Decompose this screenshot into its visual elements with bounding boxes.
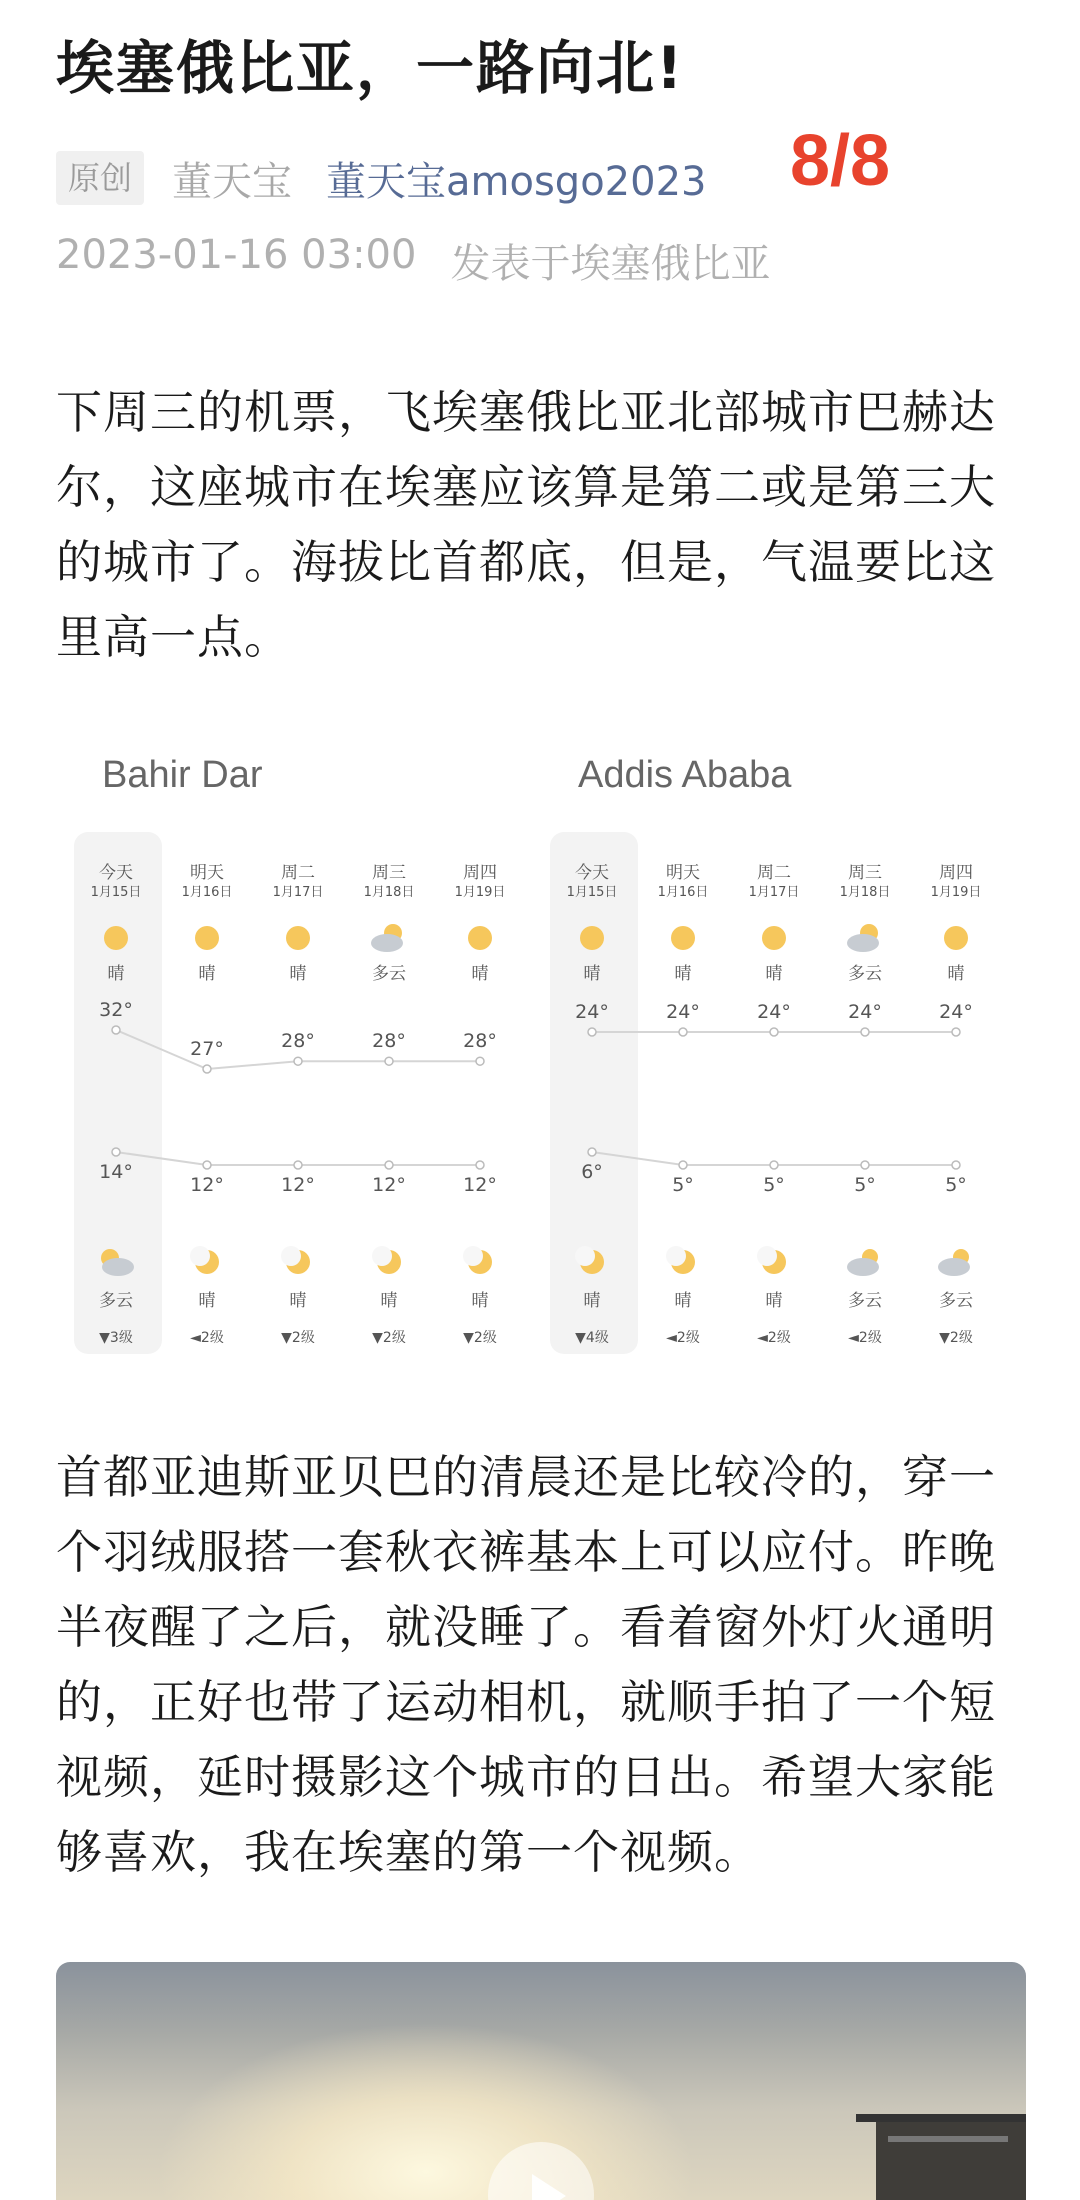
date-label: 1月18日 <box>363 885 415 900</box>
high-temp-label: 28° <box>372 1030 406 1053</box>
play-icon <box>532 2174 566 2200</box>
night-condition-label: 晴 <box>583 1291 601 1311</box>
high-temp-point <box>294 1057 302 1065</box>
day-condition-label: 多云 <box>372 964 406 984</box>
high-temp-point <box>588 1028 596 1036</box>
high-temp-label: 24° <box>666 1001 700 1023</box>
day-condition-label: 晴 <box>765 964 783 984</box>
moon-icon <box>372 1246 401 1274</box>
low-temp-label: 5° <box>854 1174 876 1196</box>
sun-disc <box>762 926 786 950</box>
high-temp-label: 28° <box>463 1030 497 1053</box>
day-condition-label: 多云 <box>848 964 882 984</box>
sun-icon <box>671 926 695 950</box>
article-title: 埃塞俄比亚，一路向北! <box>56 34 685 102</box>
weekday-label: 周三 <box>372 863 406 883</box>
wind-label: ◄2级 <box>190 1330 224 1346</box>
low-temp-point <box>476 1161 484 1169</box>
original-badge: 原创 <box>56 151 144 205</box>
weekday-label: 周三 <box>848 863 882 883</box>
date-label: 1月15日 <box>566 885 618 900</box>
page-counter: 8/8 <box>790 121 891 201</box>
cloud-body <box>102 1258 134 1276</box>
wind-label: ◄2级 <box>757 1330 791 1346</box>
low-temp-point <box>294 1161 302 1169</box>
wind-label: ◄2级 <box>848 1330 882 1346</box>
low-temp-point <box>679 1161 687 1169</box>
moon-icon <box>757 1246 786 1274</box>
sun-icon <box>286 926 310 950</box>
moon-cut <box>190 1246 210 1266</box>
author-name[interactable]: 董天宝 <box>172 158 293 205</box>
date-label: 1月16日 <box>181 885 233 900</box>
low-temp-point <box>952 1161 960 1169</box>
low-temp-label: 5° <box>672 1174 694 1196</box>
high-temp-point <box>952 1028 960 1036</box>
low-temp-label: 12° <box>463 1174 497 1196</box>
sun-disc <box>671 926 695 950</box>
low-temp-label: 5° <box>763 1174 785 1196</box>
weekday-label: 今天 <box>99 863 133 883</box>
low-temp-point <box>203 1161 211 1169</box>
night-condition-label: 晴 <box>198 1291 216 1311</box>
night-condition-label: 晴 <box>380 1291 398 1311</box>
high-temp-point <box>476 1057 484 1065</box>
date-label: 1月17日 <box>748 885 800 900</box>
weekday-label: 今天 <box>575 863 609 883</box>
night-condition-label: 晴 <box>765 1291 783 1311</box>
sun-disc <box>195 926 219 950</box>
sun-disc <box>468 926 492 950</box>
sun-icon <box>468 926 492 950</box>
low-temp-point <box>385 1161 393 1169</box>
sun-icon <box>195 926 219 950</box>
building-silhouette <box>876 2122 1026 2200</box>
wind-label: ▼4级 <box>575 1330 609 1346</box>
paragraph-2: 首都亚迪斯亚贝巴的清晨还是比较冷的，穿一个羽绒服搭一套秋衣裤基本上可以应付。昨晚半夜醒了之后，就没睡了。看着窗外灯火通明的，正好也带了运动相机，就顺手拍了一个短视频，延时摄影这个城市的日出。希望大家能够喜欢，我在埃塞的第一个视频。 <box>56 1450 996 1879</box>
moon-cut <box>463 1246 483 1266</box>
weather-forecast-chart <box>56 740 1024 1380</box>
cloud-body <box>938 1258 970 1276</box>
city-label-bahir-dar: Bahir Dar <box>102 754 263 796</box>
low-temp-point <box>770 1161 778 1169</box>
sun-disc <box>580 926 604 950</box>
night-condition-label: 多云 <box>99 1291 133 1311</box>
moon-cut <box>666 1246 686 1266</box>
night-condition-label: 多云 <box>848 1291 882 1311</box>
sun-disc <box>104 926 128 950</box>
day-condition-label: 晴 <box>471 964 489 984</box>
high-temp-point <box>203 1065 211 1073</box>
day-condition-label: 晴 <box>674 964 692 984</box>
paragraph-1: 下周三的机票，飞埃塞俄比亚北部城市巴赫达尔，这座城市在埃塞应该算是第二或是第三大的城市了。海拔比首都底，但是，气温要比这里高一点。 <box>56 385 996 664</box>
weekday-label: 周四 <box>939 863 973 883</box>
date-label: 1月19日 <box>930 885 982 900</box>
cloud-sun-icon <box>847 924 879 952</box>
moon-cut <box>281 1246 301 1266</box>
high-temp-label: 27° <box>190 1038 224 1060</box>
wind-label: ▼2级 <box>281 1330 315 1346</box>
high-temp-label: 28° <box>281 1030 315 1053</box>
low-temp-label: 6° <box>581 1161 603 1183</box>
wind-label: ▼2级 <box>939 1330 973 1346</box>
video-thumbnail[interactable] <box>56 1962 1026 2200</box>
day-condition-label: 晴 <box>583 964 601 984</box>
publish-info <box>56 232 770 289</box>
sun-disc <box>286 926 310 950</box>
high-temp-point <box>112 1026 120 1034</box>
weekday-label: 明天 <box>190 863 224 883</box>
cloud-body <box>371 934 403 952</box>
date-label: 1月19日 <box>454 885 506 900</box>
high-temp-point <box>861 1028 869 1036</box>
wind-label: ◄2级 <box>666 1330 700 1346</box>
date-label: 1月15日 <box>90 885 142 900</box>
sun-disc <box>944 926 968 950</box>
high-temp-point <box>679 1028 687 1036</box>
moon-icon <box>190 1246 219 1274</box>
low-temp-label: 12° <box>281 1174 315 1196</box>
account-link[interactable]: 董天宝amosgo2023 <box>326 158 707 205</box>
sun-icon <box>944 926 968 950</box>
weekday-label: 明天 <box>666 863 700 883</box>
weekday-label: 周四 <box>463 863 497 883</box>
night-condition-label: 晴 <box>674 1291 692 1311</box>
day-condition-label: 晴 <box>289 964 307 984</box>
high-temp-label: 24° <box>575 1001 609 1023</box>
low-temp-label: 5° <box>945 1174 967 1196</box>
sun-icon <box>762 926 786 950</box>
cloud-body <box>847 934 879 952</box>
high-temp-label: 24° <box>848 1001 882 1023</box>
weekday-label: 周二 <box>757 863 791 883</box>
sunrise-glow <box>156 2022 696 2200</box>
low-temp-label: 12° <box>190 1174 224 1196</box>
cloud-sun-icon <box>371 924 403 952</box>
low-temp-label: 14° <box>99 1161 133 1183</box>
moon-cut <box>372 1246 392 1266</box>
publish-location: 发表于埃塞俄比亚 <box>450 241 771 287</box>
high-temp-label: 24° <box>939 1001 973 1023</box>
low-temp-point <box>861 1161 869 1169</box>
moon-icon <box>666 1246 695 1274</box>
cloud-body <box>847 1258 879 1276</box>
night-condition-label: 晴 <box>289 1291 307 1311</box>
city-label-addis-ababa: Addis Ababa <box>578 754 792 796</box>
night-condition-label: 晴 <box>471 1291 489 1311</box>
today-column-highlight <box>550 832 638 1354</box>
publish-date: 2023-01-16 03:00 <box>56 232 417 278</box>
moon-icon <box>281 1246 310 1274</box>
low-temp-point <box>112 1148 120 1156</box>
date-label: 1月18日 <box>839 885 891 900</box>
weekday-label: 周二 <box>281 863 315 883</box>
article-meta <box>56 150 706 206</box>
high-temp-point <box>770 1028 778 1036</box>
high-temp-point <box>385 1057 393 1065</box>
moon-icon <box>463 1246 492 1274</box>
moon-cut <box>575 1246 595 1266</box>
night-condition-label: 多云 <box>939 1291 973 1311</box>
cloud-moon-icon <box>847 1249 879 1276</box>
wind-label: ▼2级 <box>372 1330 406 1346</box>
sun-icon <box>580 926 604 950</box>
date-label: 1月17日 <box>272 885 324 900</box>
date-label: 1月16日 <box>657 885 709 900</box>
day-condition-label: 晴 <box>947 964 965 984</box>
day-condition-label: 晴 <box>198 964 216 984</box>
sun-icon <box>104 926 128 950</box>
cloud-moon-icon <box>938 1249 970 1276</box>
moon-cut <box>757 1246 777 1266</box>
wind-label: ▼3级 <box>99 1330 133 1346</box>
wind-label: ▼2级 <box>463 1330 497 1346</box>
weather-comparison-image <box>56 740 1024 1380</box>
high-temp-label: 32° <box>99 999 133 1021</box>
day-condition-label: 晴 <box>107 964 125 984</box>
low-temp-label: 12° <box>372 1174 406 1196</box>
low-temp-point <box>588 1148 596 1156</box>
high-temp-label: 24° <box>757 1001 791 1023</box>
